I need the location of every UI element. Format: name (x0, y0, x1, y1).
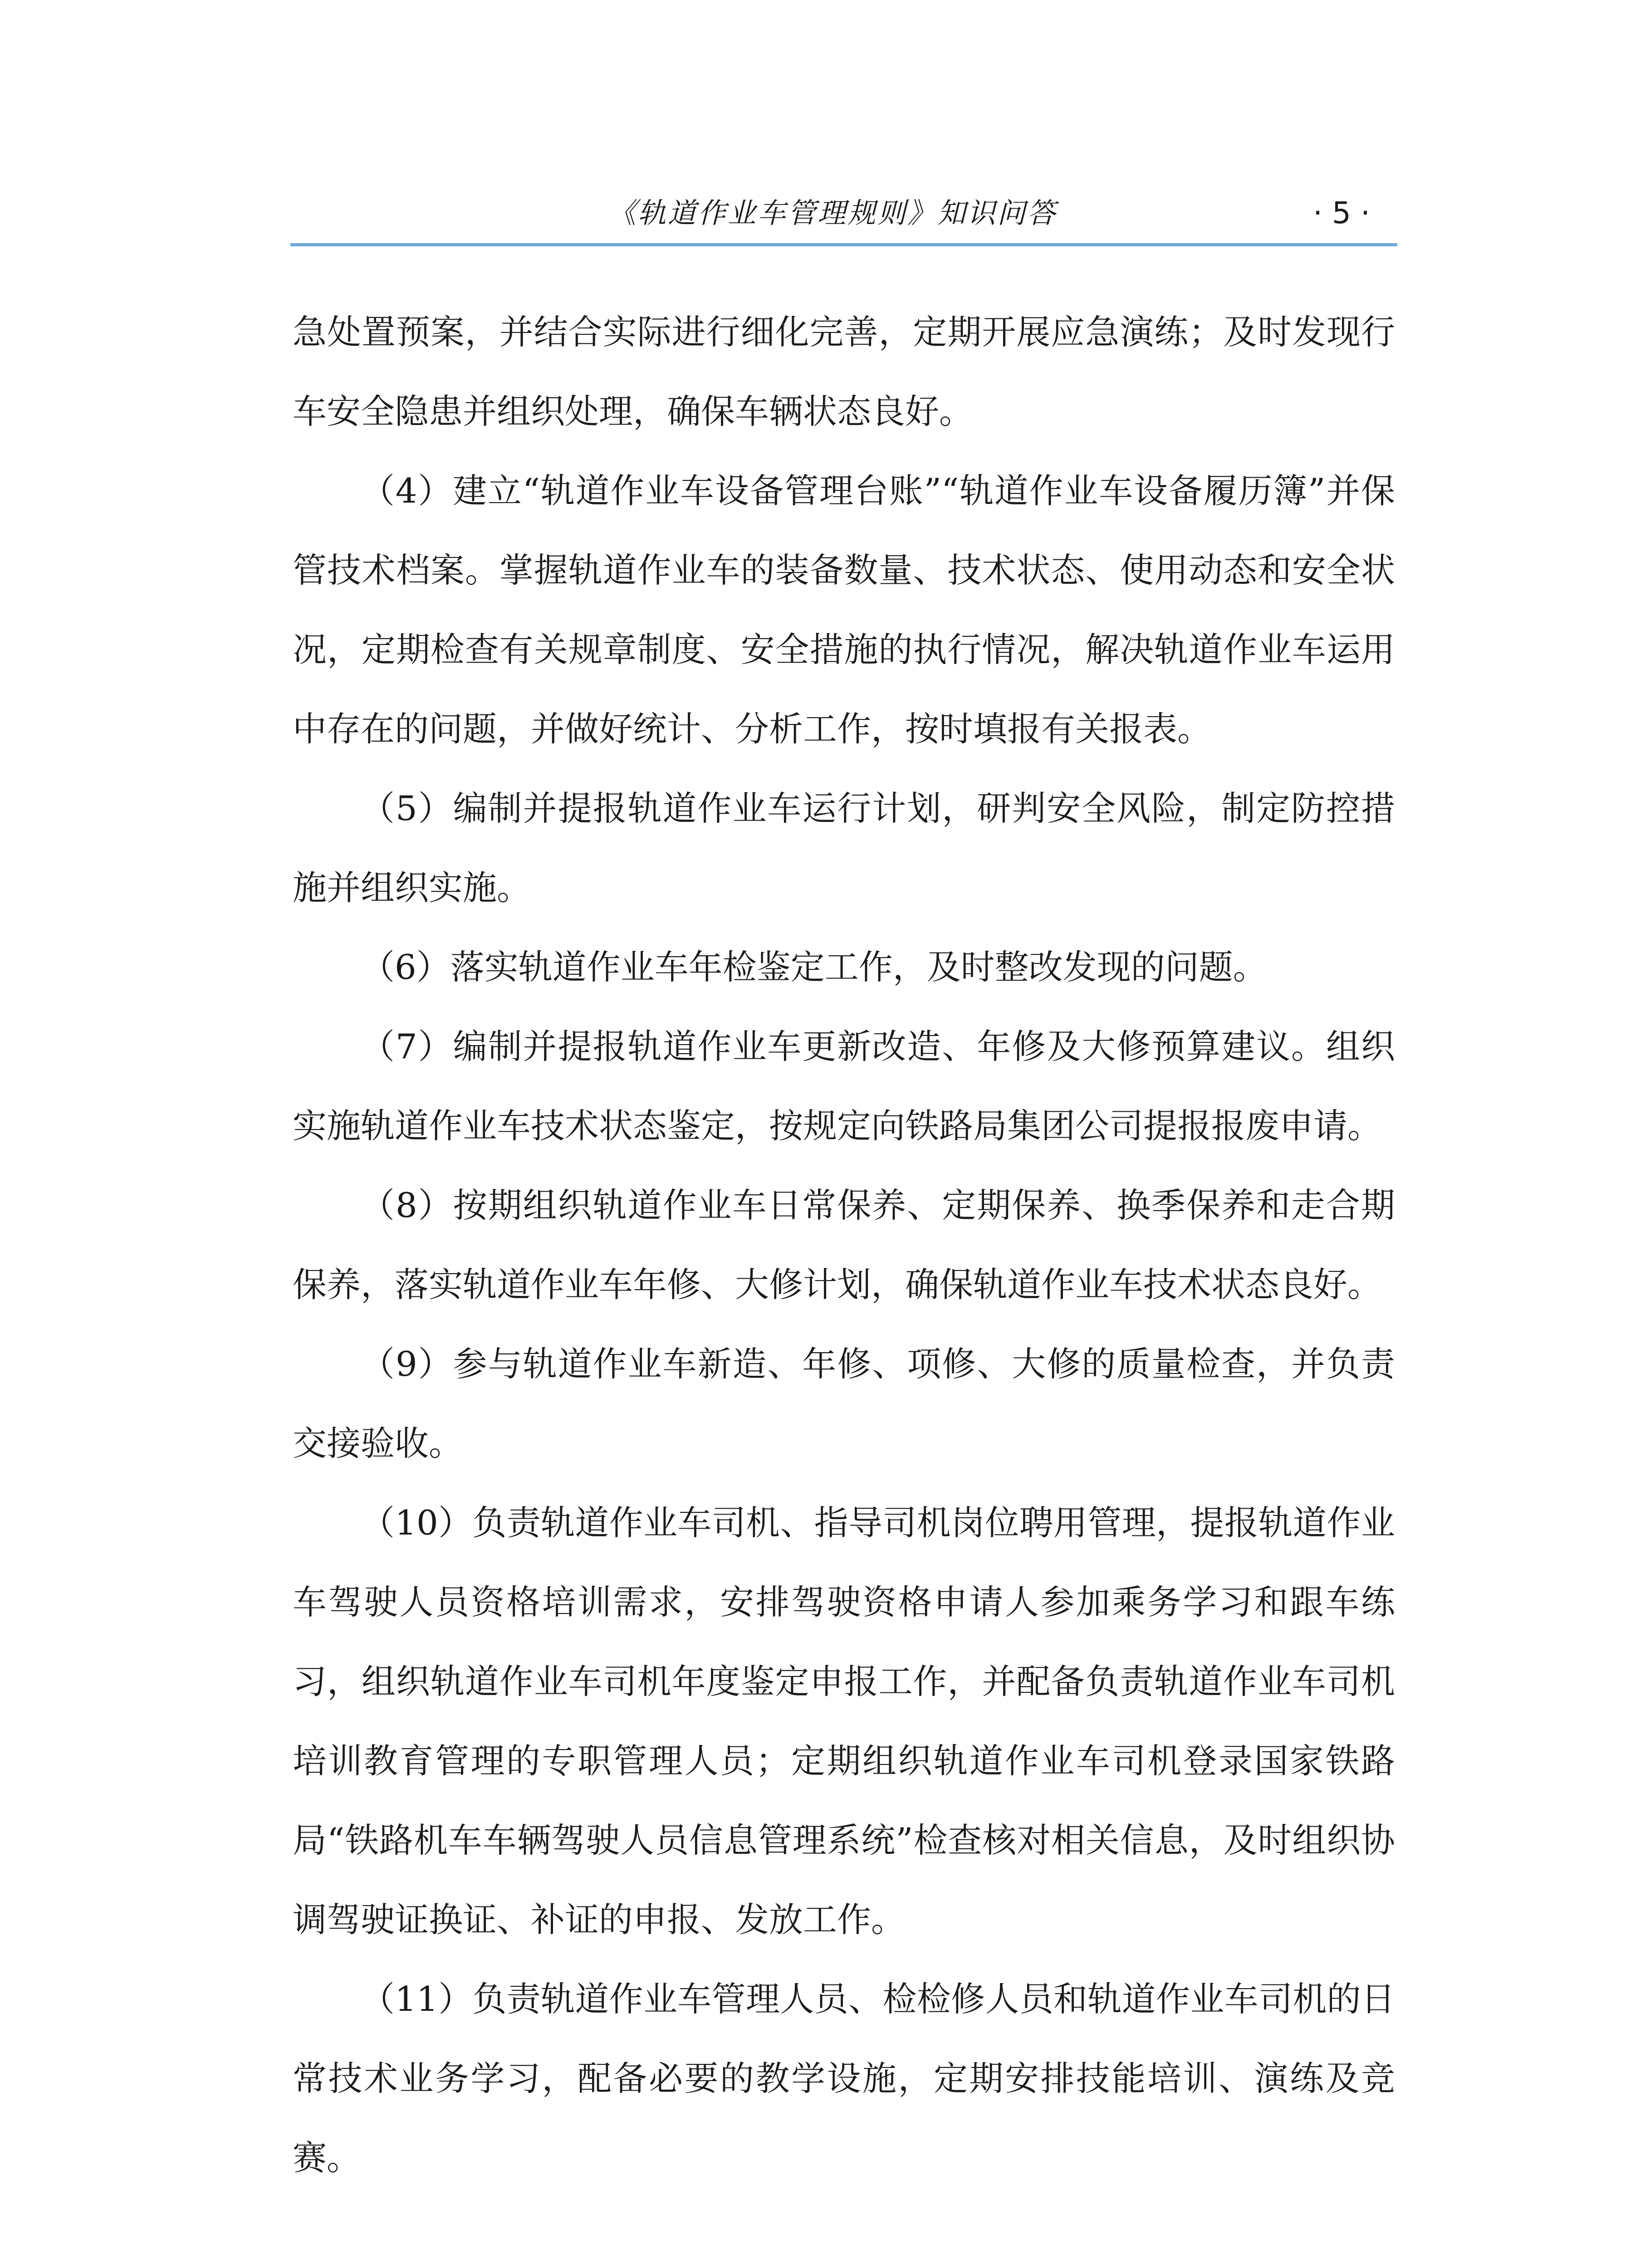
running-header-title: 《轨道作业车管理规则》知识问答 (608, 196, 1058, 230)
paragraph-item-9: （9）参与轨道作业车新造、年修、项修、大修的质量检查，并负责交接验收。 (293, 1344, 1395, 1463)
paragraph-item-6: （6）落实轨道作业车年检鉴定工作，及时整改发现的问题。 (361, 947, 1267, 987)
paragraph-item-8: （8）按期组织轨道作业车日常保养、定期保养、换季保养和走合期保养，落实轨道作业车年修、大修计划，确保轨道作业车技术状态良好。 (293, 1185, 1395, 1305)
paragraph-continued: 急处置预案，并结合实际进行细化完善，定期开展应急演练；及时发现行车安全隐患并组织处理，确保车辆状态良好。 (293, 312, 1395, 431)
paragraph-item-5: （5）编制并提报轨道作业车运行计划，研判安全风险，制定防控措施并组织实施。 (293, 788, 1395, 908)
running-header (290, 191, 1397, 245)
paragraph-item-10: （10）负责轨道作业车司机、指导司机岗位聘用管理，提报轨道作业车驾驶人员资格培训需求，安排驾驶资格申请人参加乘务学习和跟车练习，组织轨道作业车司机年度鉴定申报工作，并配备负责轨道作业车司机培训教育管理的专职管理人员；定期组织轨道作业车司机登录国家铁路局“铁路机车车辆驾驶人员信息管理系统”检查核对相关信息，及时组织协调驾驶证换证、补证的申报、发放工作。 (293, 1503, 1395, 1940)
paragraph-item-7: （7）编制并提报轨道作业车更新改造、年修及大修预算建议。组织实施轨道作业车技术状态鉴定，按规定向铁路局集团公司提报报废申请。 (293, 1026, 1395, 1146)
paragraph-item-4: （4）建立“轨道作业车设备管理台账”“轨道作业车设备履历簿”并保管技术档案。掌握轨道作业车的装备数量、技术状态、使用动态和安全状况，定期检查有关规章制度、安全措施的执行情况，解决轨道作业车运用中存在的问题，并做好统计、分析工作，按时填报有关报表。 (293, 471, 1395, 749)
body-text (293, 293, 1395, 2198)
header-divider (290, 243, 1397, 246)
paragraph-item-11: （11）负责轨道作业车管理人员、检检修人员和轨道作业车司机的日常技术业务学习，配备必要的教学设施，定期安排技能培训、演练及竞赛。 (293, 1979, 1395, 2178)
page-number: · 5 · (1313, 196, 1370, 230)
